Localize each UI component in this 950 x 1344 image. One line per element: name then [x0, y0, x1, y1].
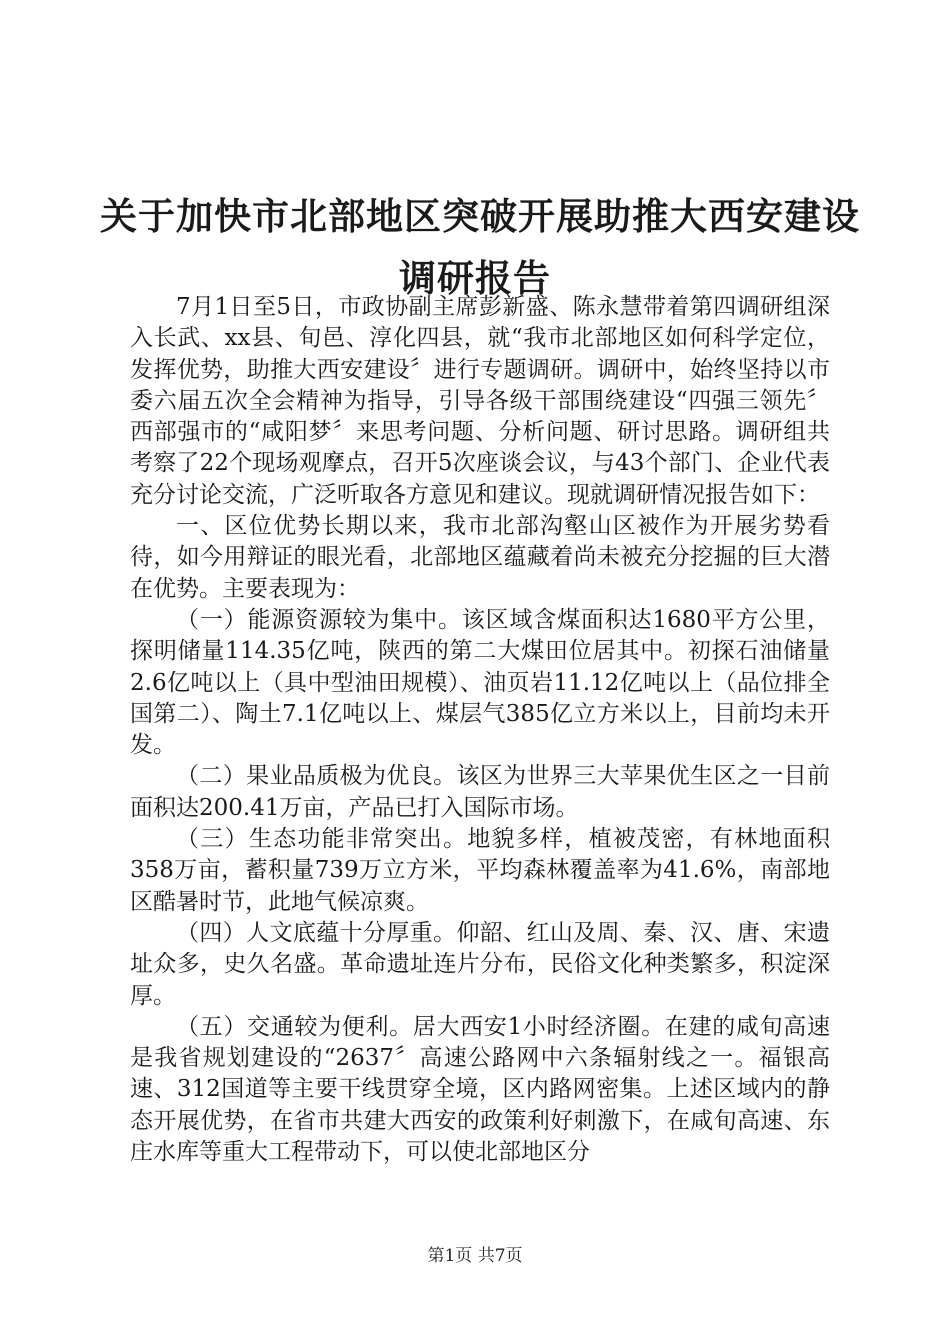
paragraph-section-1: 一、区位优势长期以来，我市北部沟壑山区被作为开展劣势看待，如今用辩证的眼光看，北部地区蕴藏着尚未被充分挖掘的巨大潜在优势。主要表现为：: [130, 513, 830, 602]
paragraph-item-2: （二）果业品质极为优良。该区为世界三大苹果优生区之一目前面积达200.41万亩，产品已打入国际市场。: [130, 763, 830, 821]
paragraph-item-3: （三）生态功能非常突出。地貌多样，植被茂密，有林地面积358万亩，蓄积量739万立方米，平均森林覆盖率为41.6%，南部地区酷暑时节，此地气候凉爽。: [130, 826, 830, 915]
document-title-line-2: 调研报告: [399, 256, 551, 300]
paragraph-item-4: （四）人文底蕴十分厚重。仰韶、红山及周、秦、汉、唐、宋遗址众多，史久名盛。革命遗址连片分布，民俗文化种类繁多，积淀深厚。: [130, 919, 830, 1009]
paragraph-item-1: （一）能源资源较为集中。该区域含煤面积达1680平方公里，探明储量114.35亿吨，陕西的第二大煤田位居其中。初探石油储量2.6亿吨以上（具中型油田规模）、油页岩11.12亿吨以上（品位排全国第二）、陶土7.1亿吨以上、煤层气385亿立方米以上，目前均未开发。: [130, 606, 830, 759]
document-title-line-1: 关于加快市北部地区突破开展助推大西安建设: [100, 194, 860, 238]
paragraph-intro: 7月1日至5日，市政协副主席彭新盛、陈永慧带着第四调研组深入长武、xx县、旬邑、淳化四县，就“我市北部地区如何科学定位，发挥优势，助推大西安建设〞进行专题调研。调研中，始终坚持以市委六届五次全会精神为指导，引导各级干部围绕建设“四强三领先〞西部强市的“咸阳梦〞来思考问题、分析问题、研讨思路。调研组共考察了22个现场观摩点，召开5次座谈会议，与43个部门、企业代表充分讨论交流，广泛听取各方意见和建议。现就调研情况报告如下：: [130, 294, 830, 508]
page-number-footer: 第1页 共7页: [427, 1246, 523, 1266]
paragraph-item-5: （五）交通较为便利。居大西安1小时经济圈。在建的咸旬高速是我省规划建设的“2637〞高速公路网中六条辐射线之一。福银高速、312国道等主要干线贯穿全境，区内路网密集。上述区域内的静态开展优势，在省市共建大西安的政策利好刺激下，在咸旬高速、东庄水库等重大工程带动下，可以使北部地区分: [130, 1013, 830, 1166]
document-body: [130, 292, 830, 1168]
